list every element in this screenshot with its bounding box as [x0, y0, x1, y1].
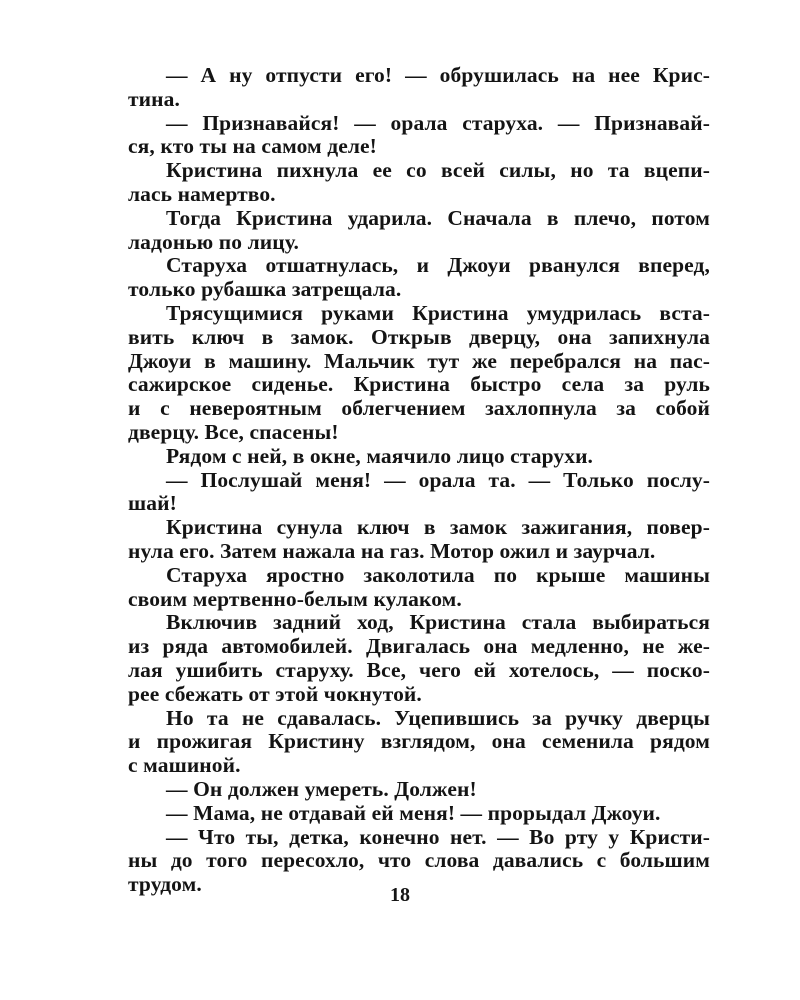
text-line: и прожигая Кристину взглядом, она семенила рядом — [128, 729, 710, 754]
text-line: лая ушибить старуху. Все, чего ей хотелось, — поско- — [128, 657, 710, 682]
text-line: шай! — [128, 491, 177, 516]
text-line: Джоуи в машину. Мальчик тут же перебрался на пас- — [128, 348, 710, 373]
body-text — [128, 64, 710, 897]
text-line: Рядом с ней, в окне, маячило лицо старухи. — [166, 443, 594, 468]
text-line: вить ключ в замок. Открыв дверцу, она запихнула — [128, 324, 710, 349]
text-line: лась намертво. — [128, 181, 276, 206]
text-line: из ряда автомобилей. Двигалась она медленно, не же- — [128, 634, 710, 659]
text-line: — Он должен умереть. Должен! — [166, 776, 477, 801]
text-line: трудом. — [128, 872, 202, 897]
text-line: — Послушай меня! — орала та. — Только послу- — [166, 467, 710, 492]
text-line: Старуха яростно заколотила по крыше машины — [166, 562, 710, 587]
text-line: нула его. Затем нажала на газ. Мотор ожил и заурчал. — [128, 538, 656, 563]
text-line: своим мертвенно-белым кулаком. — [128, 586, 462, 611]
text-line: ладонью по лицу. — [128, 229, 299, 254]
text-line: рее сбежать от этой чокнутой. — [128, 681, 422, 706]
text-line: Тогда Кристина ударила. Сначала в плечо, потом — [166, 205, 710, 230]
text-line: и с невероятным облегчением захлопнула за собой — [128, 396, 710, 421]
text-line: Трясущимися руками Кристина умудрилась вста- — [166, 300, 710, 325]
text-line: только рубашка затрещала. — [128, 277, 402, 302]
text-line: Включив задний ход, Кристина стала выбираться — [166, 610, 710, 635]
text-line: Но та не сдавалась. Уцепившись за ручку дверцы — [166, 705, 710, 730]
text-line: — Признавайся! — орала старуха. — Признавай- — [166, 110, 710, 135]
text-line: дверцу. Все, спасены! — [128, 419, 339, 444]
text-line: ны до того пересохло, что слова давались с большим — [128, 848, 710, 873]
text-line: — Что ты, детка, конечно нет. — Во рту у Кристи- — [166, 824, 710, 849]
text-line: сажирское сиденье. Кристина быстро села за руль — [128, 372, 710, 397]
text-line: — Мама, не отдавай ей меня! — прорыдал Джоуи. — [166, 800, 661, 825]
text-line: ся, кто ты на самом деле! — [128, 134, 377, 159]
text-line: Старуха отшатнулась, и Джоуи рванулся вперед, — [166, 253, 710, 278]
page-number: 18 — [390, 884, 410, 906]
text-line: Кристина пихнула ее со всей силы, но та вцепи- — [166, 158, 710, 183]
text-line: Кристина сунула ключ в замок зажигания, повер- — [166, 515, 710, 540]
text-line: — А ну отпусти его! — обрушилась на нее Крис- — [166, 63, 710, 87]
text-line: тина. — [128, 86, 180, 111]
text-line: с машиной. — [128, 753, 241, 778]
